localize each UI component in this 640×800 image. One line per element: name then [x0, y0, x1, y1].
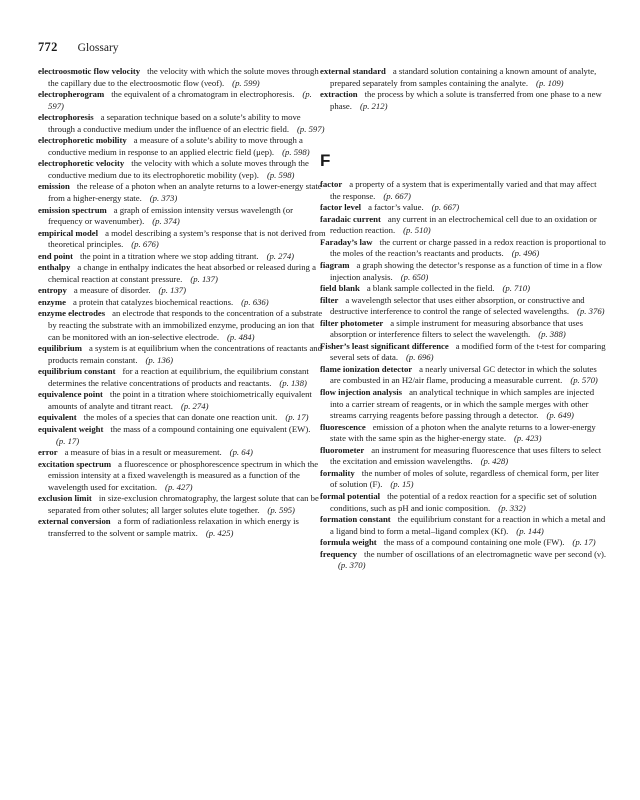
glossary-entry — [38, 228, 326, 251]
glossary-entry — [320, 202, 608, 214]
page-reference: (p. 667) — [431, 202, 460, 213]
glossary-term: enzyme electrodes — [38, 308, 106, 319]
glossary-definition: any current in an electrochemical cell due to an oxidation or reduction reaction. — [330, 213, 597, 236]
glossary-entry — [38, 89, 326, 112]
glossary-term: factor level — [320, 202, 362, 213]
glossary-entry — [320, 179, 608, 202]
left-column — [38, 66, 326, 539]
glossary-definition: the equivalent of a chromatogram in electrophoresis. — [111, 89, 295, 100]
page-reference: (p. 212) — [359, 100, 388, 111]
glossary-term: fiagram — [320, 260, 350, 271]
glossary-entry — [320, 66, 608, 89]
glossary-term: external standard — [320, 66, 386, 76]
glossary-term: exclusion limit — [38, 493, 92, 504]
glossary-term: extraction — [320, 89, 358, 100]
glossary-definition: a system is at equilibrium when the concentrations of reactants and products remain constant. — [48, 343, 322, 365]
glossary-definition: a protein that catalyzes biochemical reactions. — [72, 296, 234, 307]
glossary-term: equilibrium constant — [38, 366, 116, 377]
glossary-definition: the point in a titration where stoichiometrically equivalent amounts of analyte and titrant react. — [48, 389, 312, 411]
glossary-entry — [320, 549, 608, 572]
glossary-definition: a simple instrument for measuring absorbance that uses absorption or interference filters to select the wavelength. — [330, 317, 584, 340]
glossary-entry — [320, 422, 608, 445]
glossary-definition: for a reaction at equilibrium, the equilibrium constant determines the relative concentrations of products and reactants. — [48, 366, 309, 388]
page-reference: (p. 425) — [205, 527, 234, 538]
page-number: 772 — [38, 40, 58, 54]
page-reference: (p. 136) — [145, 354, 174, 365]
glossary-definition: a change in enthalpy indicates the heat absorbed or released during a chemical reaction at constant pressure. — [48, 262, 316, 284]
page-reference: (p. 676) — [131, 239, 159, 250]
glossary-entry — [38, 158, 326, 181]
glossary-definition: the mass of a compound containing one equivalent (EW). — [110, 423, 311, 434]
glossary-entry — [320, 514, 608, 537]
page-reference: (p. 667) — [383, 190, 411, 201]
glossary-definition: a modified form of the t-test for comparing several sets of data. — [330, 340, 606, 363]
glossary-entry — [38, 308, 326, 343]
glossary-entry — [38, 297, 326, 309]
page-reference: (p. 17) — [56, 435, 80, 446]
glossary-term: flame ionization detector — [320, 363, 413, 374]
glossary-entry — [38, 135, 326, 158]
glossary-term: enthalpy — [38, 262, 71, 273]
glossary-definition: the number of moles of solute, regardless of chemical form, per liter of solution (F). — [330, 467, 599, 490]
glossary-entry — [38, 412, 326, 424]
glossary-term: formula weight — [320, 537, 377, 548]
glossary-term: equivalent — [38, 412, 77, 423]
glossary-definition: a fluorescence or phosphorescence spectrum in which the emission intensity at a fixed wavelength is measured as a function of the wavelength used for excitation. — [48, 458, 319, 492]
glossary-term: external conversion — [38, 516, 111, 527]
glossary-definition: the release of a photon when an analyte returns to a lower-energy state from a higher-energy state. — [48, 181, 322, 204]
glossary-entry — [320, 318, 608, 341]
glossary-entry — [38, 343, 326, 366]
glossary-term: equivalent weight — [38, 423, 104, 434]
glossary-definition: a graph of emission intensity versus wavelength (or frequency or wavenumber). — [48, 204, 294, 227]
glossary-definition: a graph showing the detector’s response as a function of time in a flow injection analysis. — [330, 260, 603, 282]
f-section — [320, 179, 608, 572]
page-reference: (p. 598) — [266, 169, 295, 180]
glossary-definition: a model describing a system’s response that is not derived from theoretical principles. — [48, 227, 326, 250]
e-section-continued — [320, 66, 608, 112]
glossary-term: equivalence point — [38, 389, 103, 400]
page-reference: (p. 274) — [180, 400, 209, 411]
glossary-term: Fisher’s least significant difference — [320, 340, 449, 351]
glossary-entry — [38, 447, 326, 459]
page-reference: (p. 510) — [403, 225, 431, 236]
page-reference: (p. 64) — [229, 447, 253, 458]
glossary-entry — [38, 66, 326, 89]
page-reference: (p. 423) — [514, 433, 542, 444]
page-reference: (p. 710) — [502, 283, 530, 294]
glossary-term: formal potential — [320, 490, 381, 501]
glossary-definition: a property of a system that is experimentally varied and that may affect the response. — [330, 179, 597, 201]
page-reference: (p. 650) — [400, 271, 429, 282]
page-reference: (p. 15) — [390, 479, 414, 490]
glossary-definition: an electrode that responds to the concentration of a substrate by reacting the substrate with an immobilized enzyme, producing an ion that can be monitored with an ion-selective electrode. — [48, 308, 323, 342]
glossary-term: formality — [320, 467, 355, 478]
glossary-term: faradaic current — [320, 213, 381, 224]
page-reference: (p. 138) — [279, 377, 307, 388]
glossary-entry — [38, 285, 326, 297]
section-letter-f: F — [320, 151, 331, 171]
glossary-definition: the process by which a solute is transferred from one phase to a new phase. — [330, 89, 602, 111]
glossary-entry — [38, 112, 326, 135]
page-reference: (p. 696) — [406, 352, 434, 363]
glossary-definition: a measure of a solute’s ability to move through a conductive medium in response to an applied electric field (μep). — [48, 135, 303, 157]
glossary-definition: a measure of disorder. — [73, 285, 151, 296]
glossary-term: flow injection analysis — [320, 387, 403, 398]
page-reference: (p. 137) — [190, 273, 218, 284]
glossary-term: equilibrium — [38, 343, 82, 354]
page-reference: (p. 376) — [577, 306, 605, 317]
glossary-term: emission — [38, 181, 70, 192]
page-reference: (p. 17) — [285, 412, 309, 423]
glossary-definition: a nearly universal GC detector in which the solutes are combusted in an H2/air flame, producing a measurable current. — [330, 363, 597, 386]
glossary-term: fluorometer — [320, 444, 365, 455]
page-reference: (p. 374) — [152, 216, 180, 227]
page-reference: (p. 373) — [149, 193, 178, 204]
glossary-entry — [320, 214, 608, 237]
glossary-definition: a form of radiationless relaxation in which energy is transferred to the solvent or sample matrix. — [48, 516, 299, 538]
page-reference: (p. 144) — [516, 525, 544, 536]
page-reference: (p. 496) — [511, 248, 540, 259]
glossary-entry — [38, 389, 326, 412]
glossary-definition: a separation technique based on a solute’s ability to move through a conductive medium under the influence of an electric field. — [48, 112, 301, 134]
glossary-entry — [320, 237, 608, 260]
glossary-entry — [320, 387, 608, 422]
glossary-entry — [38, 251, 326, 263]
glossary-term: electropherogram — [38, 89, 105, 100]
glossary-term: frequency — [320, 548, 357, 559]
page-reference: (p. 597) — [297, 123, 325, 134]
page-reference: (p. 17) — [572, 537, 596, 548]
page-reference: (p. 649) — [546, 410, 574, 421]
glossary-entry — [38, 424, 326, 447]
page-reference: (p. 427) — [165, 481, 193, 492]
glossary-definition: the potential of a redox reaction for a specific set of solution conditions, such as pH and ionic composition. — [330, 490, 597, 513]
glossary-definition: the velocity with which a solute moves through the conductive medium due to its electrophoretic mobility (νep). — [48, 158, 309, 180]
glossary-definition: the point in a titration where we stop adding titrant. — [80, 250, 259, 261]
glossary-definition: a wavelength selector that uses either absorption, or constructive and destructive interference to control the range of selected wavelengths. — [330, 294, 585, 317]
glossary-term: formation constant — [320, 514, 391, 525]
glossary-term: error — [38, 447, 58, 458]
page-reference: (p. 599) — [232, 77, 260, 88]
glossary-entry — [38, 262, 326, 285]
right-column — [320, 66, 608, 572]
glossary-term: electrophoresis — [38, 112, 94, 123]
glossary-term: empirical model — [38, 227, 99, 238]
glossary-term: electroosmotic flow velocity — [38, 66, 141, 76]
glossary-definition: the number of oscillations of an electromagnetic wave per second (ν). — [364, 548, 607, 559]
glossary-definition: in size-exclusion chromatography, the largest solute that can be separated from other solutes; all larger solutes elute together. — [48, 493, 319, 515]
glossary-entry — [38, 459, 326, 494]
glossary-term: filter — [320, 294, 339, 305]
glossary-definition: emission of a photon when the analyte returns to a lower-energy state with the same spin as the higher-energy state. — [330, 421, 596, 444]
glossary-entry — [38, 493, 326, 516]
glossary-term: fluorescence — [320, 421, 366, 432]
page-header — [38, 38, 119, 52]
glossary-definition: the velocity with which the solute moves through the capillary due to the electroosmotic flow (νeof). — [48, 66, 319, 88]
glossary-term: electrophoretic velocity — [38, 158, 125, 169]
glossary-entry — [320, 468, 608, 491]
glossary-entry — [38, 181, 326, 204]
glossary-entry — [320, 283, 608, 295]
glossary-definition: an analytical technique in which samples are injected into a carrier stream of reagents, or in which the sample merges with other streams carrying reagents before passing through a detector. — [330, 387, 595, 421]
glossary-entry — [320, 341, 608, 364]
glossary-entry — [320, 537, 608, 549]
glossary-term: emission spectrum — [38, 204, 107, 215]
page-reference: (p. 570) — [570, 375, 598, 386]
glossary-term: filter photometer — [320, 317, 384, 328]
glossary-definition: a blank sample collected in the field. — [366, 283, 495, 294]
page-reference: (p. 109) — [536, 77, 564, 88]
page-reference: (p. 137) — [158, 285, 187, 296]
glossary-entry — [320, 445, 608, 468]
glossary-entry — [320, 295, 608, 318]
glossary-entry — [38, 205, 326, 228]
glossary-entry — [320, 89, 608, 112]
glossary-entry — [38, 516, 326, 539]
glossary-term: excitation spectrum — [38, 458, 112, 469]
running-title: Glossary — [77, 42, 119, 54]
glossary-term: Faraday’s law — [320, 236, 373, 247]
page-reference: (p. 388) — [538, 329, 566, 340]
glossary-entry — [320, 491, 608, 514]
glossary-definition: an instrument for measuring fluorescence that uses filters to select the excitation and emission wavelengths. — [330, 444, 602, 467]
glossary-term: entropy — [38, 285, 67, 296]
glossary-entry — [320, 260, 608, 283]
page-reference: (p. 636) — [241, 296, 269, 307]
glossary-term: enzyme — [38, 296, 66, 307]
glossary-term: factor — [320, 179, 343, 190]
page-reference: (p. 597) — [48, 89, 312, 111]
glossary-definition: a measure of bias in a result or measurement. — [64, 447, 222, 458]
glossary-term: field blank — [320, 283, 360, 294]
glossary-definition: the current or charge passed in a redox reaction is proportional to the moles of the reaction’s reactants and products. — [330, 236, 606, 259]
glossary-entry — [38, 366, 326, 389]
page-reference: (p. 332) — [498, 502, 526, 513]
glossary-definition: a standard solution containing a known amount of analyte, prepared separately from samples containing the analyte. — [330, 66, 597, 88]
page-reference: (p. 274) — [266, 250, 295, 261]
page-reference: (p. 598) — [282, 146, 310, 157]
glossary-definition: the equilibrium constant for a reaction in which a metal and a ligand bind to form a metal–ligand complex (Kf). — [330, 514, 606, 536]
page-reference: (p. 428) — [480, 456, 509, 467]
glossary-term: end point — [38, 250, 74, 261]
page-reference: (p. 595) — [267, 504, 295, 515]
glossary-term: electrophoretic mobility — [38, 135, 127, 146]
glossary-definition: the moles of a species that can donate one reaction unit. — [83, 412, 278, 423]
glossary-entry — [320, 364, 608, 387]
glossary-definition: a factor’s value. — [368, 202, 424, 213]
page-reference: (p. 370) — [338, 560, 366, 571]
page-reference: (p. 484) — [227, 331, 255, 342]
glossary-definition: the mass of a compound containing one mole (FW). — [383, 537, 565, 548]
